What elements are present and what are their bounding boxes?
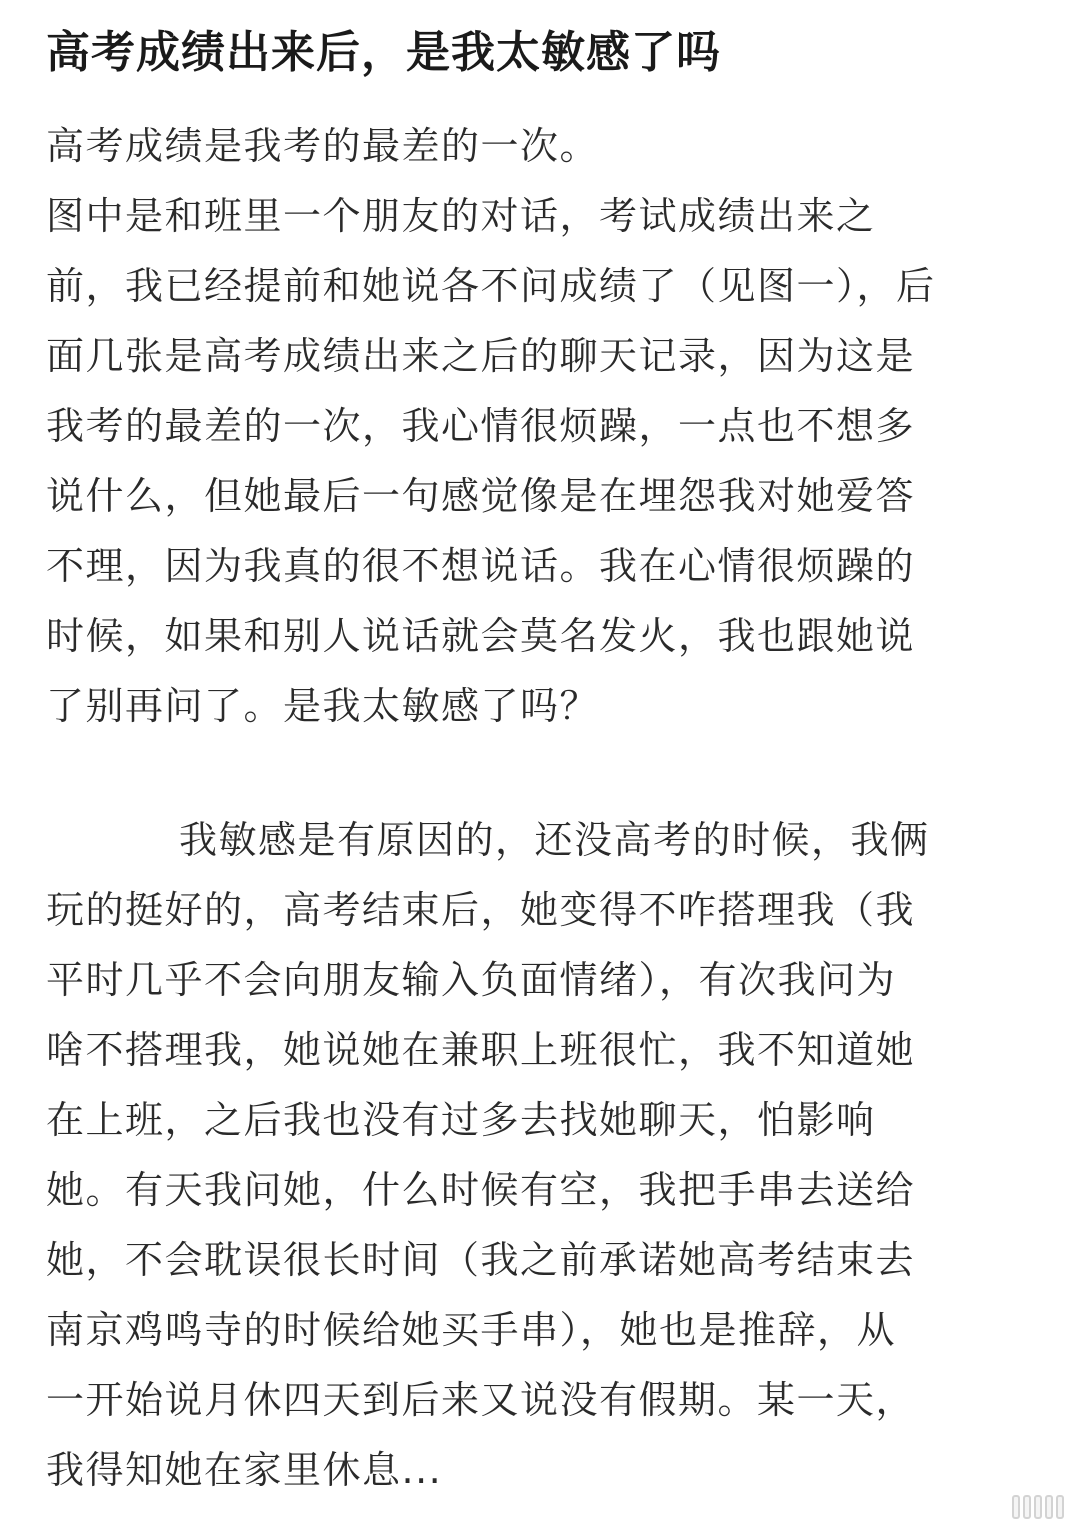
paragraph-line: 不理，因为我真的很不想说话。我在心情很烦躁的 (46, 544, 916, 588)
paragraph-line: 在上班，之后我也没有过多去找她聊天，怕影响 (46, 1098, 876, 1142)
paragraph-1 (46, 111, 1036, 741)
paragraph-2 (46, 805, 1036, 1505)
paragraph-line: 时候，如果和别人说话就会莫名发火，我也跟她说 (46, 614, 916, 658)
watermark-bar (1056, 1495, 1064, 1519)
watermark-bar (1034, 1495, 1042, 1519)
watermark-bar (1012, 1495, 1020, 1519)
paragraph-line: 了别再问了。是我太敏感了吗？ (46, 684, 600, 728)
paragraph-line: 她，不会耽误很长时间（我之前承诺她高考结束去 (46, 1238, 916, 1282)
paragraph-line: 面几张是高考成绩出来之后的聊天记录，因为这是 (46, 334, 916, 378)
paragraph-line: 前，我已经提前和她说各不问成绩了（见图一），后 (46, 264, 936, 308)
paragraph-line: 图中是和班里一个朋友的对话，考试成绩出来之 (46, 194, 876, 238)
paragraph-line: 我得知她在家里休息... (46, 1448, 443, 1492)
paragraph-line: 高考成绩是我考的最差的一次。 (46, 124, 600, 168)
paragraph-line: 她。有天我问她，什么时候有空，我把手串去送给 (46, 1168, 916, 1212)
post-container (46, 22, 1036, 1505)
watermark-bar (1045, 1495, 1053, 1519)
paragraph-line: 一开始说月休四天到后来又说没有假期。某一天， (46, 1378, 916, 1422)
paragraph-line: 我敏感是有原因的，还没高考的时候，我俩 (179, 818, 930, 862)
watermark-bar (1023, 1495, 1031, 1519)
paragraph-line: 我考的最差的一次，我心情很烦躁，一点也不想多 (46, 404, 916, 448)
paragraph-line: 玩的挺好的，高考结束后，她变得不咋搭理我（我 (46, 888, 916, 932)
post-title: 高考成绩出来后，是我太敏感了吗 (46, 27, 721, 78)
paragraph-line: 说什么，但她最后一句感觉像是在埋怨我对她爱答 (46, 474, 916, 518)
paragraph-line: 南京鸡鸣寺的时候给她买手串），她也是推辞，从 (46, 1308, 897, 1352)
paragraph-line: 啥不搭理我，她说她在兼职上班很忙，我不知道她 (46, 1028, 916, 1072)
paragraph-line: 平时几乎不会向朋友输入负面情绪），有次我问为 (46, 958, 897, 1002)
striped-bars-icon (1012, 1495, 1064, 1519)
